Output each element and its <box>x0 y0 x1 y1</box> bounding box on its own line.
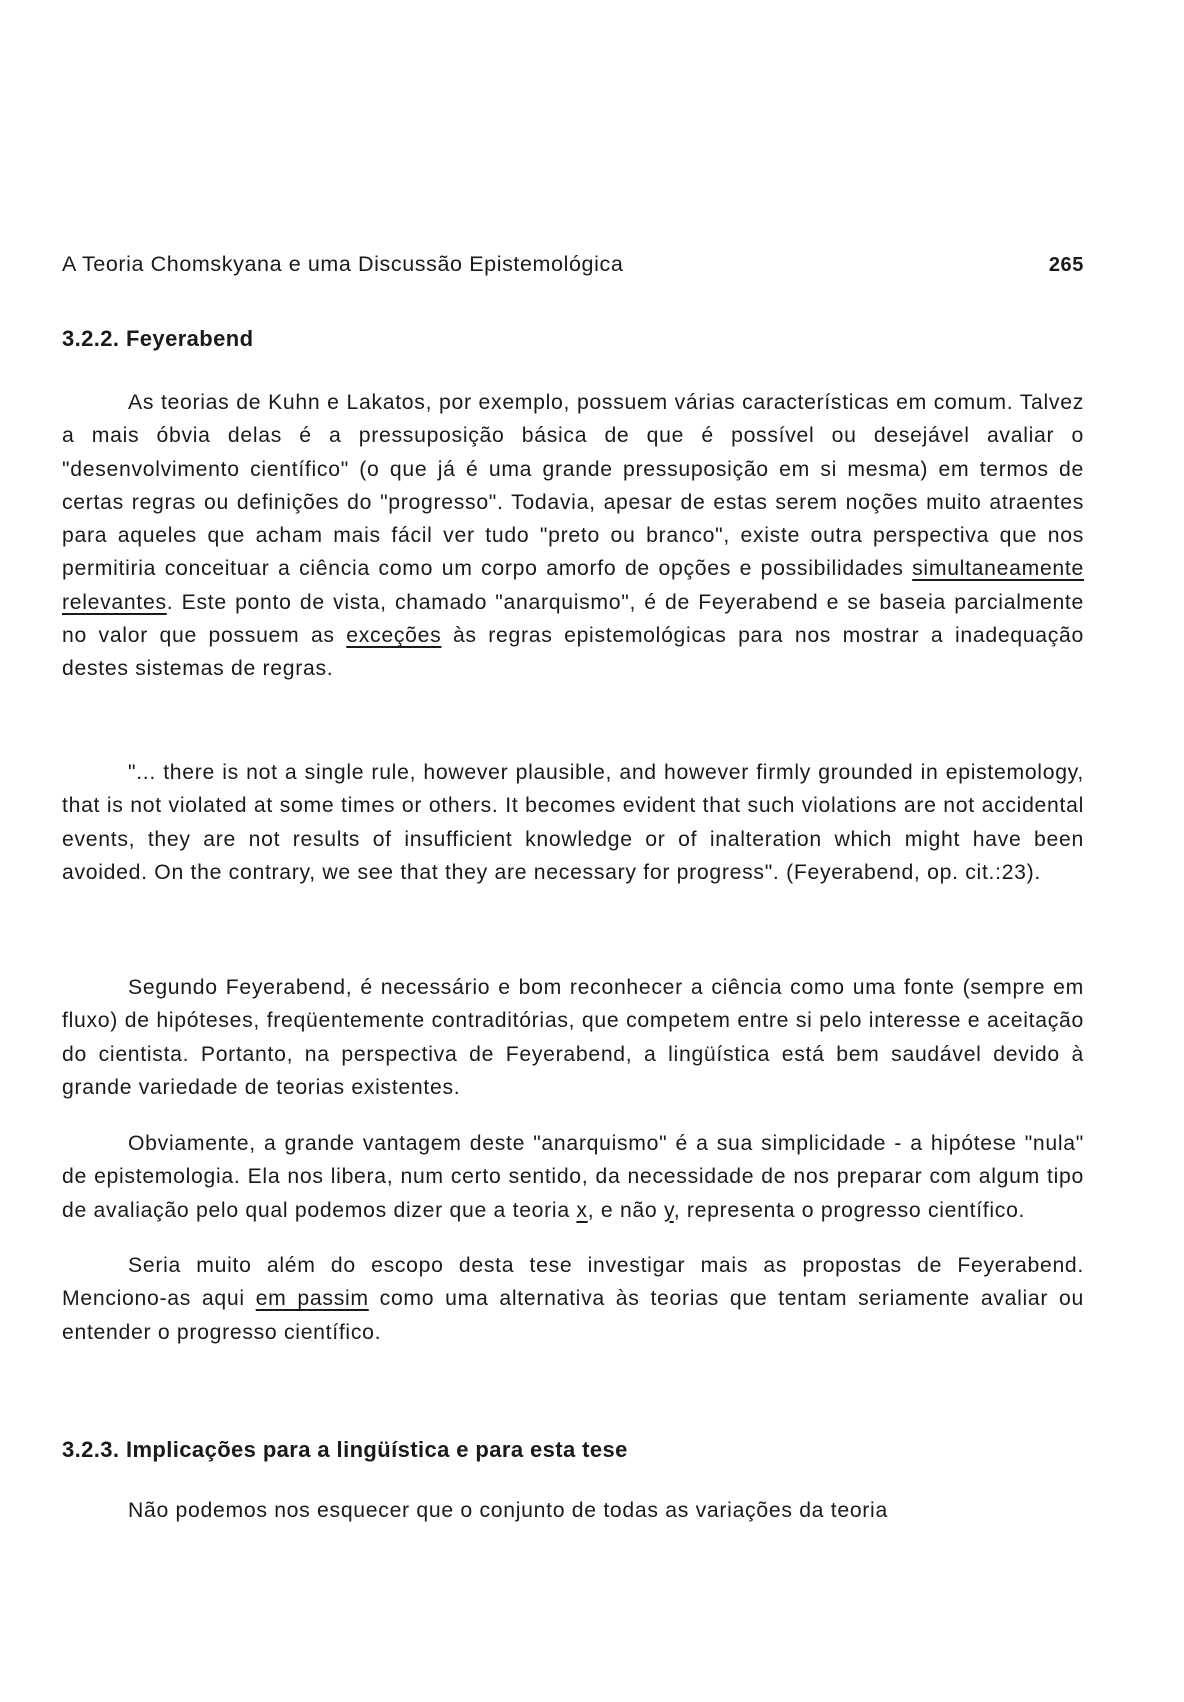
paragraph-4 <box>62 1249 1084 1349</box>
paragraph-5 <box>62 1494 1084 1527</box>
variable-y: y <box>663 1198 674 1222</box>
underlined-phrase-simultaneamente: simultaneamente relevantes <box>62 557 1084 614</box>
underlined-word-excecoes: exceções <box>346 624 442 648</box>
paragraph-4-text-b: como uma alternativa às teorias que tentam seriamente avaliar ou entender o progresso científico. <box>62 1287 1085 1344</box>
running-title: A Teoria Chomskyana e uma Discussão Epistemológica <box>62 252 624 276</box>
block-quote <box>62 756 1084 889</box>
section-heading-feyerabend: 3.2.2. Feyerabend <box>62 326 254 351</box>
paragraph-1 <box>62 386 1084 686</box>
underlined-phrase-em-passim: em passim <box>255 1287 369 1311</box>
paragraph-2 <box>62 971 1084 1104</box>
paragraph-2-text: Segundo Feyerabend, é necessário e bom reconhecer a ciência como uma fonte (sempre em fluxo) de hipóteses, freqüentemente contraditórias, que competem entre si pelo interesse e aceitação do cientista. Portanto, na perspectiva de Feyerabend, a lingüística está bem saudável devido à grande variedade de teorias existentes. <box>62 976 1084 1099</box>
paragraph-5-text: Não podemos nos esquecer que o conjunto de todas as variações da teoria <box>128 1499 888 1522</box>
paragraph-1-text-b: . Este ponto de vista, chamado "anarquismo", é de Feyerabend e se baseia parcialmente no valor que possuem as <box>62 590 1084 648</box>
paragraph-3 <box>62 1127 1084 1227</box>
paragraph-4-text-a: Seria muito além do escopo desta tese investigar mais as propostas de Feyerabend. Menciono-as aqui <box>62 1254 1084 1311</box>
variable-x: x <box>576 1198 588 1222</box>
document-page <box>62 0 1112 1702</box>
quote-text: "... there is not a single rule, however plausible, and however firmly grounded in epistemology, that is not violated at some times or others. It becomes evident that such violations are not accidental events, they are not results of insufficient knowledge or of inalteration which might have been avoided. On the contrary, we see that they are necessary for progress". (Feyerabend, op. cit.:23). <box>62 761 1084 884</box>
paragraph-3-text-a: Obviamente, a grande vantagem deste "anarquismo" é a sua simplicidade - a hipótese "nula" de epistemologia. Ela nos libera, num certo sentido, da necessidade de nos preparar com algum tipo de avaliação pelo qual podemos dizer que a teoria <box>62 1132 1084 1222</box>
paragraph-1-text-a: As teorias de Kuhn e Lakatos, por exemplo, possuem várias características em comum. Talvez a mais óbvia delas é a pressuposição básica de que é possível ou desejável avaliar o "desenvolvimento científico" (o que já é uma grande pressuposição em si mesma) em termos de certas regras ou definições do "progresso". Todavia, apesar de estas serem noções muito atraentes para aqueles que acham mais fácil ver tudo "preto ou branco", existe outra perspectiva que nos permitiria conceituar a ciência como um corpo amorfo de opções e possibilidades <box>62 391 1084 581</box>
paragraph-1-text-c: às regras epistemológicas para nos mostrar a inadequação destes sistemas de regras. <box>62 624 1085 681</box>
paragraph-3-text-c: , representa o progresso científico. <box>673 1198 1026 1222</box>
section-heading-implicacoes: 3.2.3. Implicações para a lingüística e para esta tese <box>62 1437 628 1462</box>
page-number: 265 <box>1048 254 1084 276</box>
paragraph-3-text-b: , e não <box>587 1198 664 1222</box>
